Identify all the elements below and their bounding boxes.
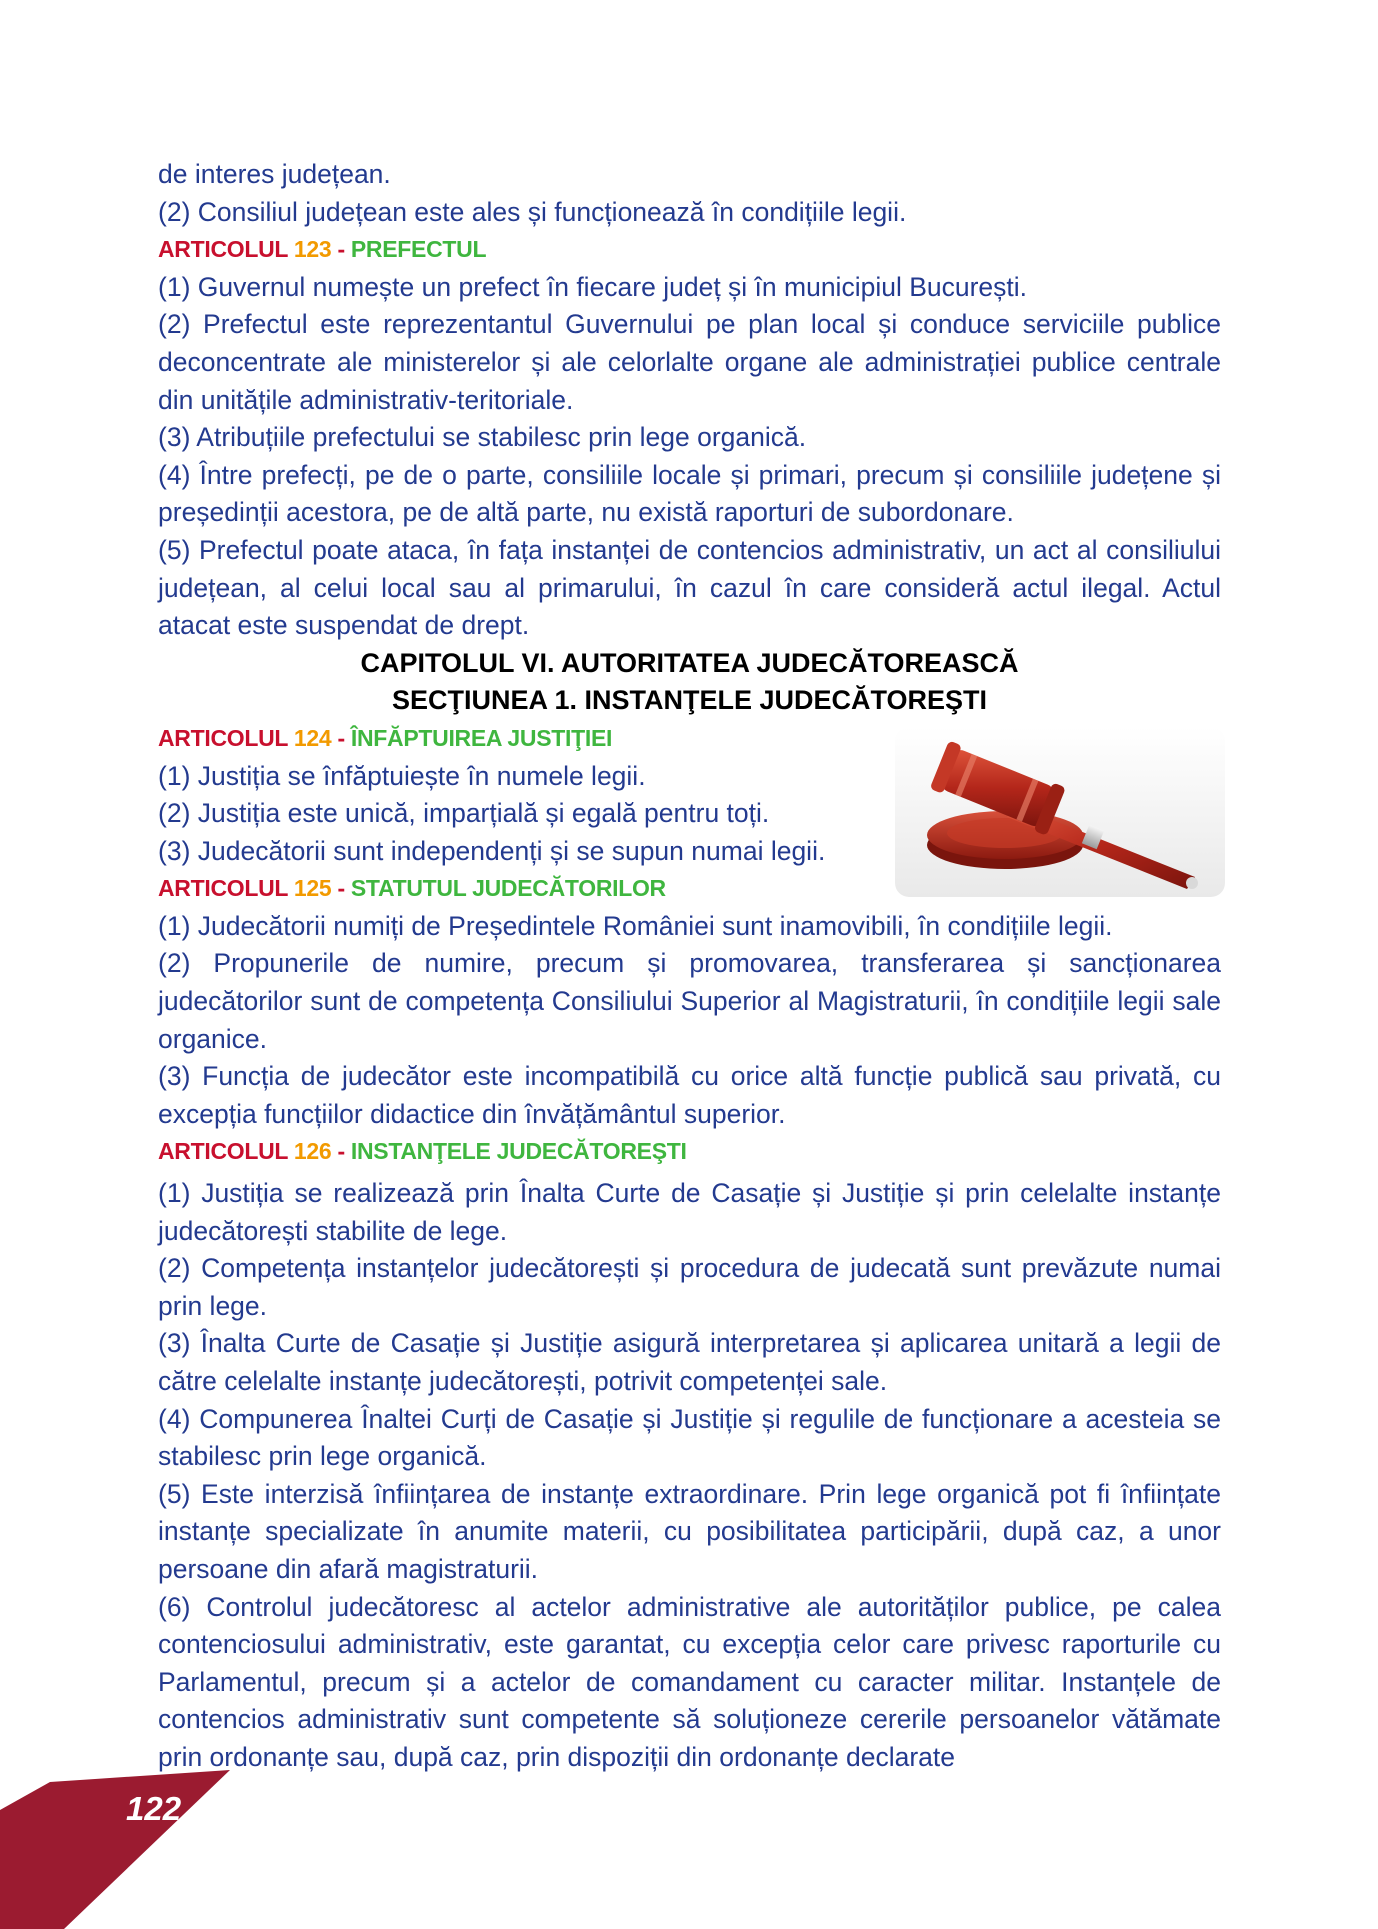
page-corner-decoration: [0, 1770, 230, 1929]
article-title: INSTANŢELE JUDECĂTOREŞTI: [350, 1138, 687, 1165]
paragraph: (2) Consiliul județean este ales și funcționează în condițiile legii.: [158, 196, 907, 227]
paragraph: (5) Prefectul poate ataca, în fața instanței de contencios administrativ, un act al consiliului județean, al celui local sau al primarului, în cazul în care consideră actul ilegal. Actul atacat este suspendat de drept.: [158, 534, 1221, 641]
article-label: ARTICOLUL: [158, 236, 288, 263]
paragraph: (1) Justiția se realizează prin Înalta Curte de Casație și Justiție și prin celelalte instanțe judecătorești stabilite de lege.: [158, 1178, 1221, 1246]
paragraph: (2) Prefectul este reprezentantul Guvernului pe plan local și conduce serviciile publice deconcentrate ale ministerelor și ale celorlalte organe ale administrației publice centrale din unitățile administrativ-teritoriale.: [158, 309, 1221, 415]
article-title: STATUTUL JUDECĂTORILOR: [350, 875, 666, 902]
paragraph: (3) Înalta Curte de Casație și Justiție asigură interpretarea și aplicarea unitară a legii de către celelalte instanțe judecătorești, potrivit competenței sale.: [158, 1328, 1221, 1396]
paragraph: (2) Justiția este unică, imparțială și egală pentru toți.: [158, 798, 770, 829]
article-number: 123: [293, 236, 332, 263]
chapter-title: CAPITOLUL VI. AUTORITATEA JUDECĂTOREASCĂ: [360, 647, 1019, 678]
article-number: 125: [293, 875, 332, 902]
gavel-icon: [895, 727, 1225, 897]
article-separator: -: [337, 875, 345, 902]
page-content: [158, 156, 1221, 1777]
paragraph: (4) Între prefecți, pe de o parte, consiliile locale și primari, precum și consiliile județene și președinții acestora, pe de altă parte, nu există raporturi de subordonare.: [158, 459, 1221, 528]
page-number: 122: [126, 1790, 182, 1827]
paragraph: (2) Competența instanțelor judecătorești și procedura de judecată sunt prevăzute numai prin lege.: [158, 1253, 1221, 1321]
article-number: 126: [293, 1138, 332, 1165]
paragraph: (2) Propunerile de numire, precum și promovarea, transferarea și sancționarea judecătorilor sunt de competența Consiliului Superior al Magistraturii, în condițiile legii sale organice.: [158, 948, 1221, 1054]
paragraph: (3) Judecătorii sunt independenți și se supun numai legii.: [158, 835, 826, 866]
article-number: 124: [293, 724, 332, 751]
article-heading-123: [158, 231, 1221, 269]
article-label: ARTICOLUL: [158, 875, 288, 902]
paragraph: (1) Judecătorii numiți de Președintele României sunt inamovibili, în condițiile legii.: [158, 910, 1113, 941]
paragraph: (1) Justiția se înfăptuiește în numele legii.: [158, 760, 646, 791]
article-title: PREFECTUL: [350, 236, 487, 263]
paragraph: (4) Compunerea Înaltei Curți de Casație și Justiție și regulile de funcționare a acesteia se stabilesc prin lege organică.: [158, 1403, 1221, 1472]
article-separator: -: [337, 236, 345, 263]
paragraph: de interes județean.: [158, 159, 391, 189]
paragraph: (1) Guvernul numește un prefect în fiecare județ și în municipiul București.: [158, 271, 1028, 302]
paragraph: (5) Este interzisă înființarea de instanțe extraordinare. Prin lege organică pot fi înființate instanțe specializate în anumite materii, cu posibilitatea participării, după caz, a unor persoane din afară magistraturii.: [158, 1478, 1221, 1584]
paragraph: (3) Funcția de judecător este incompatibilă cu orice altă funcție publică sau privată, cu excepția funcțiilor didactice din învățământul superior.: [158, 1061, 1221, 1129]
paragraph: (6) Controlul judecătoresc al actelor administrative ale autorităților publice, pe calea contenciosului administrativ, este garantat, cu excepția celor care privesc raporturile cu Parlamentul, precum și a actelor de comandament cu caracter militar. Instanțele de contencios administrativ sunt competente să soluționeze cererile persoanelor vătămate prin ordonanțe sau, după caz, prin dispoziții din ordonanțe declarate: [158, 1591, 1221, 1772]
article-heading-126: [158, 1133, 1221, 1171]
gavel-image: [895, 727, 1225, 897]
section-title: SECŢIUNEA 1. INSTANŢELE JUDECĂTOREŞTI: [391, 685, 988, 716]
article-label: ARTICOLUL: [158, 724, 288, 751]
article-label: ARTICOLUL: [158, 1138, 288, 1165]
article-separator: -: [337, 724, 345, 751]
article-title: ÎNFĂPTUIREA JUSTIŢIEI: [350, 724, 613, 751]
article-separator: -: [337, 1138, 345, 1165]
paragraph: (3) Atribuțiile prefectului se stabilesc prin lege organică.: [158, 422, 807, 453]
